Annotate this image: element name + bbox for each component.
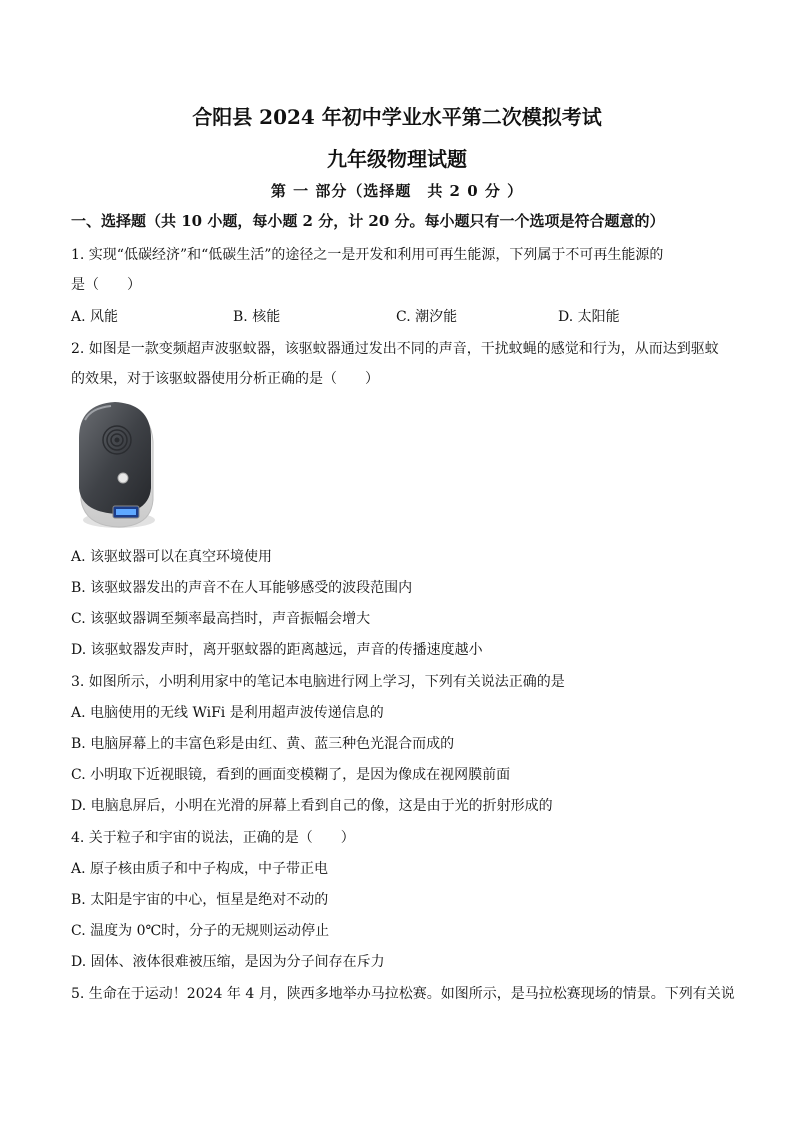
q3-option-d: D. 电脑息屏后，小明在光滑的屏幕上看到自己的像，这是由于光的折射形成的 bbox=[71, 798, 553, 814]
exam-title: 合阳县 2024 年初中学业水平第二次模拟考试 bbox=[192, 105, 602, 129]
q1-stem-line1: 1. 实现“低碳经济”和“低碳生活”的途径之一是开发和利用可再生能源，下列属于不可再生能源的 bbox=[71, 247, 664, 263]
q4-option-a: A. 原子核由质子和中子构成，中子带正电 bbox=[71, 861, 329, 877]
q2-option-d: D. 该驱蚊器发声时，离开驱蚊器的距离越远，声音的传播速度越小 bbox=[71, 642, 483, 658]
q3-option-c: C. 小明取下近视眼镜，看到的画面变模糊了，是因为像成在视网膜前面 bbox=[71, 767, 511, 783]
q5-stem-line1: 5. 生命在于运动！2024 年 4 月，陕西多地举办马拉松赛。如图所示，是马拉松赛现场的情景。下列有关说 bbox=[71, 986, 735, 1002]
q3-option-b: B. 电脑屏幕上的丰富色彩是由红、黄、蓝三种色光混合而成的 bbox=[71, 736, 455, 752]
q2-stem-line1: 2. 如图是一款变频超声波驱蚊器，该驱蚊器通过发出不同的声音，干扰蚊蝇的感觉和行为，从而达到驱蚊 bbox=[71, 341, 719, 357]
q2-stem-line2: 的效果，对于该驱蚊器使用分析正确的是（ ） bbox=[71, 371, 379, 387]
q4-stem-line1: 4. 关于粒子和宇宙的说法，正确的是（ ） bbox=[71, 830, 355, 846]
q4-option-c: C. 温度为 0℃时，分子的无规则运动停止 bbox=[71, 923, 330, 939]
q1-option-a: A. 风能 bbox=[71, 309, 119, 325]
part-heading: 第 一 部分（选择题 共 2 0 分 ） bbox=[270, 182, 524, 200]
exam-subtitle: 九年级物理试题 bbox=[327, 147, 467, 171]
q1-option-b: B. 核能 bbox=[233, 309, 281, 325]
q1-stem-line2: 是（ ） bbox=[71, 277, 141, 293]
q3-stem-line1: 3. 如图所示，小明利用家中的笔记本电脑进行网上学习，下列有关说法正确的是 bbox=[71, 674, 565, 690]
section-heading: 一、选择题（共 10 小题，每小题 2 分，计 20 分。每小题只有一个选项是符合题意的） bbox=[71, 212, 665, 230]
q1-option-c: C. 潮汐能 bbox=[396, 309, 458, 325]
q4-option-d: D. 固体、液体很难被压缩，是因为分子间存在斥力 bbox=[71, 954, 385, 970]
q1-option-d: D. 太阳能 bbox=[558, 309, 620, 325]
mosquito-repeller-image bbox=[71, 400, 161, 530]
q2-option-a: A. 该驱蚊器可以在真空环境使用 bbox=[71, 549, 273, 565]
q2-option-c: C. 该驱蚊器调至频率最高挡时，声音振幅会增大 bbox=[71, 611, 371, 627]
q2-option-b: B. 该驱蚊器发出的声音不在人耳能够感受的波段范围内 bbox=[71, 580, 413, 596]
q3-option-a: A. 电脑使用的无线 WiFi 是利用超声波传递信息的 bbox=[71, 705, 384, 721]
q4-option-b: B. 太阳是宇宙的中心，恒星是绝对不动的 bbox=[71, 892, 329, 908]
